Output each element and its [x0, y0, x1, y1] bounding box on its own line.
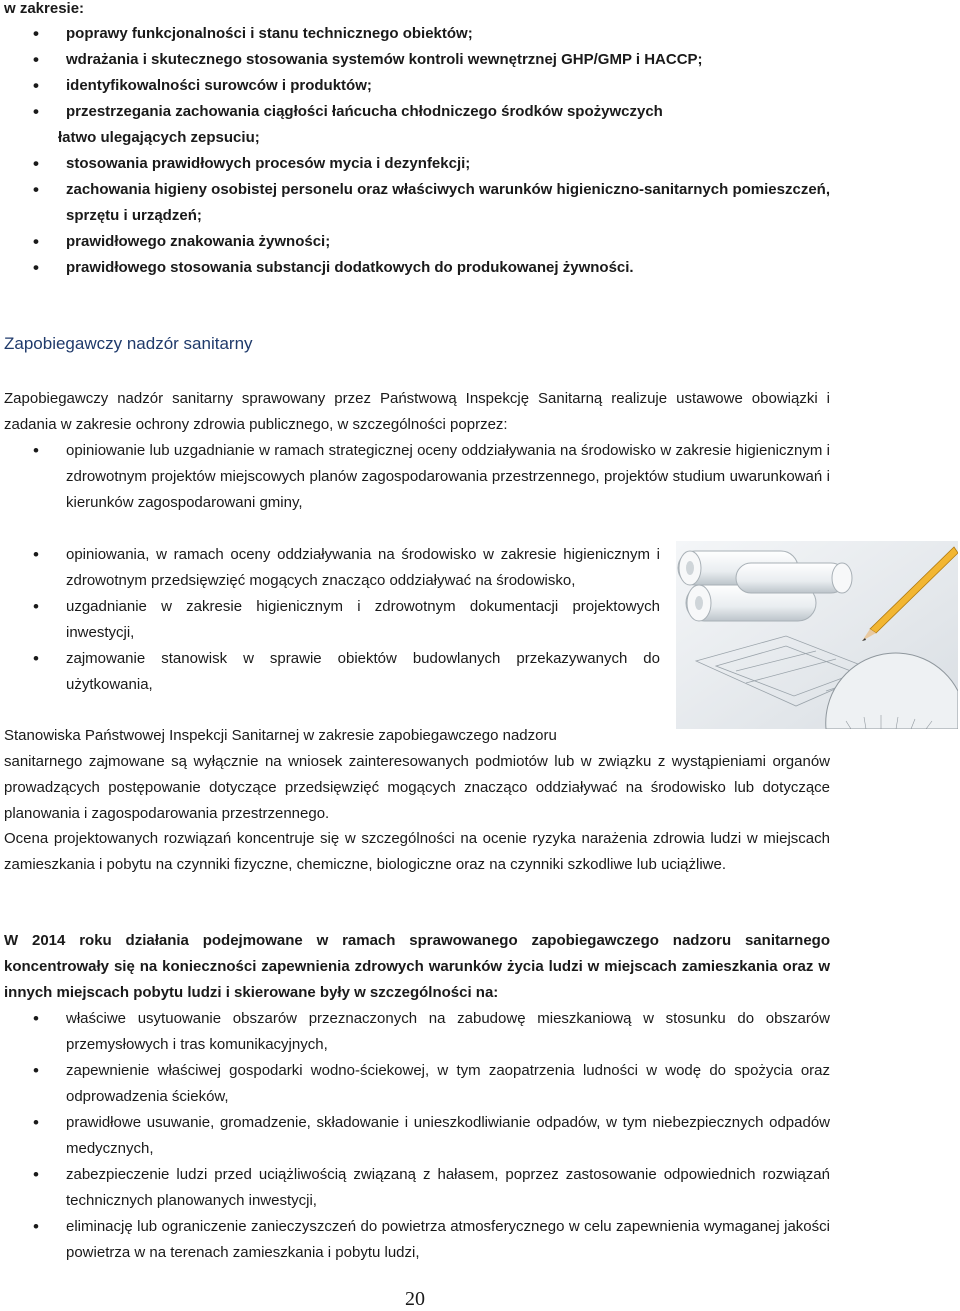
- list-item: • stosowania prawidłowych procesów mycia i dezynfekcji;: [0, 151, 830, 177]
- list-item: • zabezpieczenie ludzi przed uciążliwością związaną z hałasem, poprzez zastosowanie odpowiednich rozwiązań technicznych planowanych inwestycji,: [0, 1162, 830, 1214]
- section-lead: Zapobiegawczy nadzór sanitarny sprawowany przez Państwową Inspekcję Sanitarną realizuje ustawowe obowiązki i zadania w zakresie ochrony zdrowia publicznego, w szczególności poprzez:: [4, 390, 830, 433]
- list-item: • przestrzegania zachowania ciągłości łańcucha chłodniczego środków spożywczych: [0, 99, 830, 125]
- section-list-b: [0, 542, 660, 698]
- intro-label: w zakresie:: [4, 0, 85, 17]
- section-list-a: [0, 438, 830, 516]
- section2-list: [0, 1006, 830, 1266]
- section2-lead: W 2014 roku działania podejmowane w ramach sprawowanego zapobiegawczego nadzoru sanitarnego koncentrowały się na konieczności zapewnienia zdrowych warunków życia ludzi w miejscach zamieszkania oraz w innych miejscach pobytu ludzi i skierowane były w szczególności na:: [4, 932, 830, 1001]
- list-item: • prawidłowego stosowania substancji dodatkowych do produkowanej żywności.: [0, 255, 830, 281]
- list-item: • identyfikowalności surowców i produktów;: [0, 73, 830, 99]
- list-item: • opiniowanie lub uzgadnianie w ramach strategicznej oceny oddziaływania na środowisko w zakresie higienicznym i zdrowotnym projektów miejscowych planów zagospodarowania przestrzennego, projektów studium uwarunkowań i kierunków zagospodarowani gminy,: [0, 438, 830, 516]
- list-item-continuation: łatwo ulegających zepsuciu;: [58, 129, 260, 146]
- list-item: • poprawy funkcjonalności i stanu technicznego obiektów;: [0, 21, 830, 47]
- list-item: • opiniowania, w ramach oceny oddziaływania na środowisko w zakresie higienicznym i zdrowotnym przedsięwzięć mogących znacząco oddziaływać na środowisko,: [0, 542, 660, 594]
- list-item: • wdrażania i skutecznego stosowania systemów kontroli wewnętrznej GHP/GMP i HACCP;: [0, 47, 830, 73]
- list-item: • eliminację lub ograniczenie zanieczyszczeń do powietrza atmosferycznego w celu zapewnienia wymaganej jakości powietrza w na terenach zamieszkania i pobytu ludzi,: [0, 1214, 830, 1266]
- page-number: 20: [405, 1288, 425, 1310]
- section-paragraph-1a: Stanowiska Państwowej Inspekcji Sanitarnej w zakresie zapobiegawczego nadzoru: [4, 727, 557, 744]
- section-heading: Zapobiegawczy nadzór sanitarny: [4, 334, 253, 353]
- list-item: • zapewnienie właściwej gospodarki wodno-ściekowej, w tym zaopatrzenia ludności w wodę do spożycia oraz odprowadzenia ścieków,: [0, 1058, 830, 1110]
- section-paragraph-2: Ocena projektowanych rozwiązań koncentruje się w szczególności na ocenie ryzyka narażenia zdrowia ludzi w miejscach zamieszkania i pobytu na czynniki fizyczne, chemiczne, biologiczne oraz na czynniki szkodliwe lub uciążliwe.: [4, 830, 830, 873]
- list-item: • prawidłowego znakowania żywności;: [0, 229, 830, 255]
- blueprints-illustration: [676, 541, 958, 729]
- intro-list: [0, 21, 830, 281]
- list-item: • właściwe usytuowanie obszarów przeznaczonych na zabudowę mieszkaniową w stosunku do obszarów przemysłowych i tras komunikacyjnych,: [0, 1006, 830, 1058]
- list-item: • uzgadnianie w zakresie higienicznym i zdrowotnym dokumentacji projektowych inwestycji,: [0, 594, 660, 646]
- list-item: • prawidłowe usuwanie, gromadzenie, składowanie i unieszkodliwianie odpadów, w tym niebezpiecznych odpadów medycznych,: [0, 1110, 830, 1162]
- list-item: • zachowania higieny osobistej personelu oraz właściwych warunków higieniczno-sanitarnych pomieszczeń, sprzętu i urządzeń;: [0, 177, 830, 229]
- list-item: • zajmowanie stanowisk w sprawie obiektów budowlanych przekazywanych do użytkowania,: [0, 646, 660, 698]
- section-paragraph-1b: sanitarnego zajmowane są wyłącznie na wniosek zainteresowanych podmiotów lub w związku z wystąpieniami organów prowadzących postępowanie dotyczące przedsięwzięć mogących znacząco oddziaływać na środowisko lub dotyczące planowania i zagospodarowania przestrzennego.: [4, 753, 830, 822]
